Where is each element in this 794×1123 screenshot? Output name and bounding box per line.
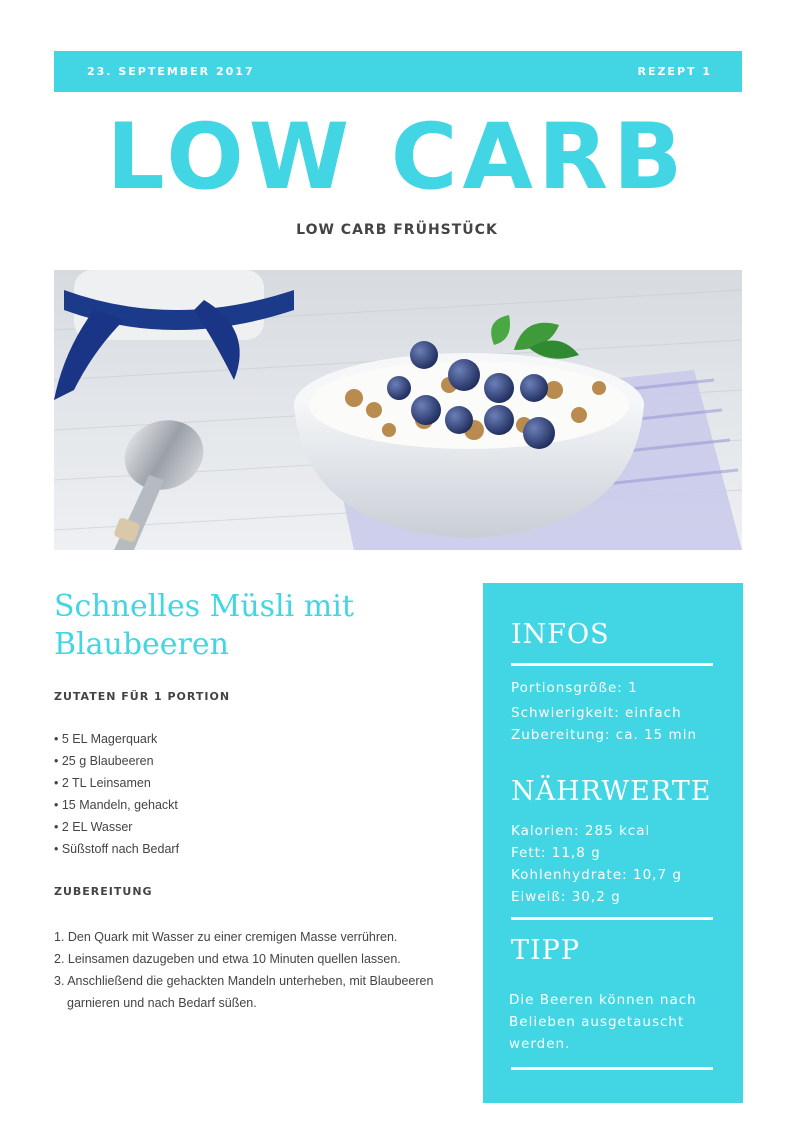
nutrition-line: Eiweiß: 30,2 g — [511, 889, 621, 905]
page-subtitle: LOW CARB FRÜHSTÜCK — [296, 222, 498, 238]
divider — [511, 663, 713, 666]
ingredients-list — [54, 728, 179, 860]
list-item: • Süßstoff nach Bedarf — [54, 842, 180, 856]
tip-heading: TIPP — [511, 935, 581, 966]
list-item: • 15 Mandeln, gehackt — [54, 798, 178, 812]
infos-heading: INFOS — [511, 619, 610, 650]
recipe-title-line1: Schnelles Müsli mit — [54, 589, 354, 624]
page-title: LOW CARB — [106, 105, 688, 210]
nutrition-line: Fett: 11,8 g — [511, 845, 601, 861]
list-item: 2. Leinsamen dazugeben und etwa 10 Minuten quellen lassen. — [54, 952, 401, 966]
header-bar — [54, 51, 742, 92]
list-item: • 2 EL Wasser — [54, 820, 133, 834]
preparation-steps — [54, 926, 454, 1014]
tip-text: Die Beeren können nach Belieben ausgetauscht werden. — [509, 992, 697, 1052]
nutrition-line: Kohlenhydrate: 10,7 g — [511, 867, 682, 883]
hero-image — [54, 270, 742, 550]
list-item: • 5 EL Magerquark — [54, 732, 158, 746]
list-item: 3. Anschließend die gehackten Mandeln unterheben, mit Blaubeeren garnieren und nach Bedarf süßen. — [54, 974, 434, 1010]
list-item: • 2 TL Leinsamen — [54, 776, 151, 790]
breakfast-bowl-illustration — [54, 270, 742, 550]
recipe-title-line2: Blaubeeren — [54, 627, 229, 662]
info-line: Portionsgröße: 1 — [511, 680, 638, 696]
info-box — [483, 583, 743, 1103]
info-line: Zubereitung: ca. 15 min — [511, 727, 698, 743]
nutrition-line: Kalorien: 285 kcal — [511, 823, 651, 839]
info-line: Schwierigkeit: einfach — [511, 705, 682, 721]
divider — [511, 1067, 713, 1070]
nutrition-heading: NÄHRWERTE — [511, 776, 712, 807]
preparation-heading: ZUBEREITUNG — [54, 885, 153, 898]
list-item: 1. Den Quark mit Wasser zu einer cremigen Masse verrühren. — [54, 930, 398, 944]
recipe-title — [54, 588, 454, 664]
list-item: • 25 g Blaubeeren — [54, 754, 154, 768]
date-label: 23. SEPTEMBER 2017 — [87, 65, 255, 78]
ingredients-heading: ZUTATEN FÜR 1 PORTION — [54, 690, 231, 703]
recipe-number-label: REZEPT 1 — [637, 65, 712, 78]
divider — [511, 917, 713, 920]
